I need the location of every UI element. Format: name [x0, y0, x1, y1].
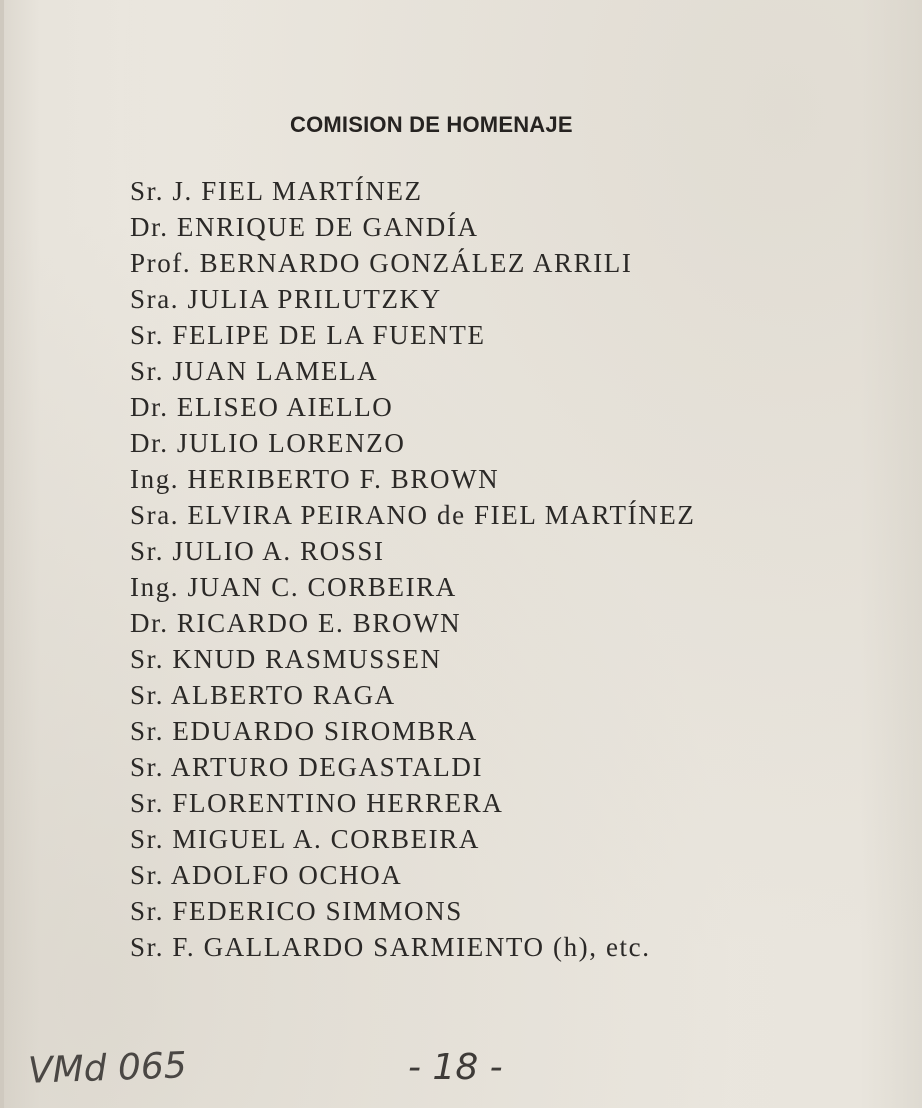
- member-item: Sra. ELVIRA PEIRANO de FIEL MARTÍNEZ: [130, 500, 696, 530]
- member-item: Prof. BERNARDO GONZÁLEZ ARRILI: [130, 248, 633, 278]
- member-item: Dr. ELISEO AIELLO: [130, 392, 394, 422]
- member-item: Sra. JULIA PRILUTZKY: [130, 284, 442, 314]
- member-item: Sr. F. GALLARDO SARMIENTO (h), etc.: [130, 932, 651, 962]
- member-list: [130, 173, 695, 965]
- member-item: Ing. JUAN C. CORBEIRA: [130, 572, 457, 602]
- member-item: Sr. J. FIEL MARTÍNEZ: [130, 176, 423, 206]
- page-number: - 18 -: [408, 1047, 503, 1088]
- member-item: Sr. ARTURO DEGASTALDI: [130, 752, 484, 782]
- member-item: Sr. EDUARDO SIROMBRA: [130, 716, 478, 746]
- member-item: Sr. ALBERTO RAGA: [130, 680, 396, 710]
- member-item: Sr. FELIPE DE LA FUENTE: [130, 320, 486, 350]
- member-item: Sr. KNUD RASMUSSEN: [130, 644, 442, 674]
- page-title: COMISION DE HOMENAJE: [290, 112, 573, 137]
- member-item: Dr. ENRIQUE DE GANDÍA: [130, 212, 479, 242]
- member-item: Dr. JULIO LORENZO: [130, 428, 406, 458]
- member-item: Sr. ADOLFO OCHOA: [130, 860, 403, 890]
- member-item: Sr. FEDERICO SIMMONS: [130, 896, 463, 926]
- page-edge: [0, 0, 4, 1108]
- member-item: Sr. FLORENTINO HERRERA: [130, 788, 504, 818]
- handwritten-code: VMd 065: [27, 1045, 188, 1092]
- member-item: Sr. JUAN LAMELA: [130, 356, 379, 386]
- member-item: Sr. MIGUEL A. CORBEIRA: [130, 824, 480, 854]
- member-item: Sr. JULIO A. ROSSI: [130, 536, 385, 566]
- member-item: Ing. HERIBERTO F. BROWN: [130, 464, 500, 494]
- member-item: Dr. RICARDO E. BROWN: [130, 608, 462, 638]
